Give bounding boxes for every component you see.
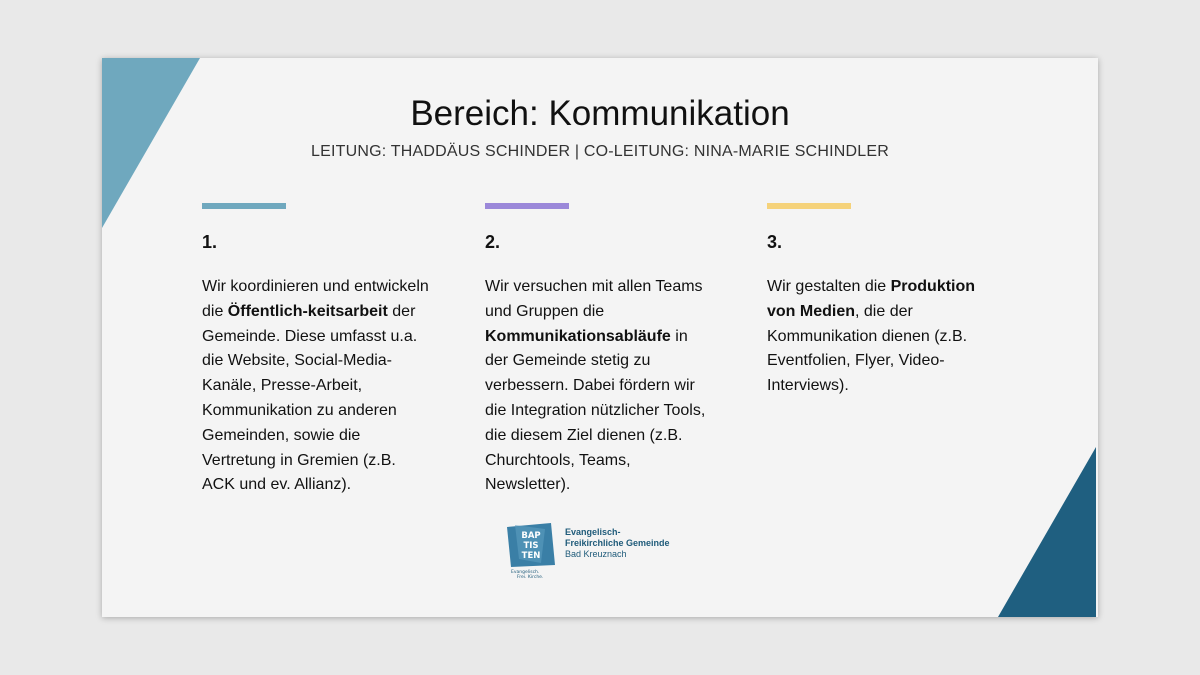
svg-text:TIS: TIS	[523, 541, 539, 551]
baptisten-logo-icon	[505, 523, 563, 579]
svg-text:Evangelisch.: Evangelisch.	[511, 570, 540, 575]
column-3-accent-bar	[767, 203, 851, 209]
svg-text:BAP: BAP	[521, 531, 541, 541]
column-2-highlight: Kommunikationsabläufe	[485, 327, 671, 345]
column-2	[485, 203, 715, 498]
column-1-text: Wir koordinieren und entwickeln die Öffentlich-keitsarbeit der Gemeinde. Diese umfasst u.a. die Website, Social-Media-Kanäle, Presse-Arbeit, Kommunikation zu anderen Gemeinden, sowie die Vertretung in Gremien (z.B. ACK und ev. Allianz).	[202, 278, 429, 494]
church-name: Evangelisch- Freikirchliche Gemeinde Bad Kreuznach	[565, 527, 670, 559]
svg-text:Frei. Kirche.: Frei. Kirche.	[517, 575, 544, 579]
column-2-text: Wir versuchen mit allen Teams und Gruppen die Kommunikationsabläufe in der Gemeinde stetig zu verbessern. Dabei fördern wir die Integration nützlicher Tools, die diesem Ziel dienen (z.B. Churchtools, Teams, Newsletter).	[485, 278, 706, 494]
svg-text:TEN: TEN	[521, 551, 541, 561]
slide	[102, 58, 1098, 617]
corner-triangle-bottom-right	[998, 445, 1098, 617]
slide-subtitle: LEITUNG: THADDÄUS SCHINDER | CO-LEITUNG: NINA-MARIE SCHINDLER	[311, 143, 889, 160]
column-2-number: 2.	[485, 232, 501, 252]
column-3-highlight: Produktion von Medien	[767, 278, 976, 320]
column-1	[202, 203, 432, 498]
column-3-number: 3.	[767, 232, 783, 252]
column-2-accent-bar	[485, 203, 569, 209]
column-3-text: Wir gestalten die Produktion von Medien, die der Kommunikation dienen (z.B. Eventfolien, Flyer, Video-Interviews).	[767, 278, 976, 395]
slide-title: Bereich: Kommunikation	[410, 94, 790, 133]
column-1-number: 1.	[202, 232, 218, 252]
column-1-highlight: Öffentlich-keitsarbeit	[227, 302, 388, 320]
column-3	[767, 203, 997, 399]
column-1-accent-bar	[202, 203, 286, 209]
